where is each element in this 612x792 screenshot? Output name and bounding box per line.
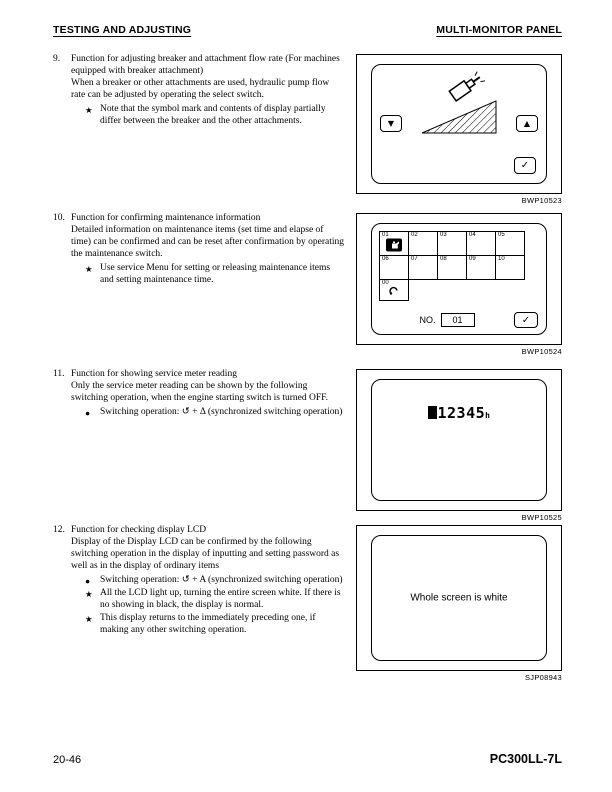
item-title: Function for adjusting breaker and attachment flow rate (For machines equipped with breaker attachment) (71, 54, 340, 76)
lcd-screen (371, 535, 547, 661)
grid-row-3 (379, 280, 525, 301)
star-bullet: ★ (85, 588, 93, 599)
page-number: 20-46 (53, 754, 82, 766)
figure-caption: BWP10525 (521, 513, 562, 522)
hook-icon (387, 283, 401, 301)
cell-number: 05 (498, 232, 505, 238)
dot-bullet: ● (85, 575, 91, 586)
note-text: All the LCD light up, turning the entire screen white. If there is no showing in black, the display is normal. (100, 587, 341, 610)
maintenance-grid (379, 231, 525, 301)
hour-unit: h (485, 411, 491, 420)
cell-number: 10 (498, 256, 505, 262)
no-label: NO. (419, 315, 436, 325)
check-icon: ✓ (521, 314, 531, 326)
star-bullet: ★ (85, 263, 93, 274)
note-text: This display returns to the immediately preceding one, if making any other switching operation. (100, 612, 316, 635)
note (85, 407, 344, 419)
grid-cell-10 (495, 255, 525, 280)
figure-caption: BWP10524 (521, 347, 562, 356)
grid-cell-09 (466, 255, 496, 280)
note-text: Use service Menu for setting or releasing maintenance items and setting maintenance time. (100, 262, 331, 285)
item-notes (71, 407, 344, 419)
lcd-screen (371, 64, 547, 184)
figure-frame (356, 369, 562, 511)
figure-caption: SJP08943 (524, 673, 562, 682)
item-10 (53, 213, 344, 287)
grid-cell-01 (379, 231, 409, 256)
figure-frame (356, 525, 562, 671)
cell-number: 07 (411, 256, 418, 262)
item-10-text (53, 213, 356, 287)
section-item-11 (53, 369, 562, 522)
page-header (53, 24, 562, 36)
item-11-paragraphs (71, 369, 344, 419)
cell-number: 01 (382, 232, 389, 238)
cell-number: 08 (440, 256, 447, 262)
cell-number: 03 (440, 232, 447, 238)
check-icon: ✓ (520, 160, 530, 171)
item-title: Function for showing service meter reading (71, 369, 237, 379)
note-text: Switching operation: ↺ + Δ (synchronized switching operation) (100, 406, 343, 417)
grid-cell-03 (437, 231, 467, 256)
grid-cell-00 (379, 279, 409, 301)
cell-number: 06 (382, 256, 389, 262)
note (85, 588, 344, 612)
section-item-10 (53, 213, 562, 356)
item-9-text (53, 54, 356, 128)
cell-number: 09 (469, 256, 476, 262)
up-arrow-icon: ▲ (523, 119, 531, 128)
white-screen-message: Whole screen is white (410, 592, 508, 604)
page-footer (53, 752, 562, 766)
figure-caption: BWP10523 (521, 196, 562, 205)
cell-number: 00 (382, 280, 389, 286)
lcd-screen (371, 223, 547, 335)
note (85, 263, 344, 287)
item-11 (53, 369, 344, 419)
item-12 (53, 525, 344, 637)
item-number: 12. (53, 525, 65, 535)
item-number: 10. (53, 213, 65, 223)
header-chapter-title: MULTI-MONITOR PANEL (436, 24, 562, 36)
star-bullet: ★ (85, 613, 93, 624)
header-section-title: TESTING AND ADJUSTING (53, 24, 192, 36)
item-body: Only the service meter reading can be shown by the following switching operation, when the engine starting switch is turned OFF. (71, 380, 329, 403)
maintenance-number-row (388, 313, 506, 327)
item-notes (71, 104, 344, 128)
confirm-button (514, 312, 538, 328)
grid-row-1 (379, 231, 525, 256)
item-number: 9. (53, 54, 61, 64)
item-12-paragraphs (71, 525, 344, 637)
item-11-text (53, 369, 356, 419)
item-body: Detailed information on maintenance items (set time and elapse of time) can be confirmed and can be reset after confirmation by operating the maintenance switch. (71, 224, 345, 259)
item-number: 11. (53, 369, 65, 379)
item-title: Function for confirming maintenance information (71, 213, 261, 223)
page-content (53, 54, 562, 682)
grid-row-2 (379, 256, 525, 280)
item-12-text (53, 525, 356, 637)
cell-number: 02 (411, 232, 418, 238)
no-value-box: 01 (441, 313, 475, 327)
cell-number: 04 (469, 232, 476, 238)
grid-cell-04 (466, 231, 496, 256)
down-arrow-icon: ▼ (387, 119, 395, 128)
item-notes (71, 263, 344, 287)
cursor-block-icon (428, 406, 437, 419)
grid-cell-02 (408, 231, 438, 256)
figure-10 (356, 213, 562, 356)
grid-cell-08 (437, 255, 467, 280)
grid-cell-05 (495, 231, 525, 256)
figure-frame (356, 54, 562, 194)
item-10-paragraphs (71, 213, 344, 287)
grid-cell-07 (408, 255, 438, 280)
figure-11 (356, 369, 562, 522)
section-item-12 (53, 525, 562, 682)
confirm-button (514, 157, 536, 174)
star-bullet: ★ (85, 104, 93, 115)
section-item-9 (53, 54, 562, 205)
item-9-paragraphs (71, 54, 344, 128)
figure-frame (356, 213, 562, 345)
meter-digits: 12345 (437, 404, 486, 422)
dot-bullet: ● (85, 407, 91, 418)
model-number: PC300LL-7L (489, 752, 562, 766)
item-title: Function for checking display LCD (71, 525, 207, 535)
item-notes (71, 575, 344, 637)
note-text: Note that the symbol mark and contents of display partially differ between the breaker and the other attachments. (100, 103, 326, 126)
note (85, 613, 344, 637)
flow-up-button (516, 115, 538, 132)
service-meter-reading (372, 404, 546, 422)
grid-cell-06 (379, 255, 409, 280)
item-body: When a breaker or other attachments are used, hydraulic pump flow rate can be adjusted by operating the select switch. (71, 77, 330, 100)
item-body: Display of the Display LCD can be confirmed by the following switching operation in the display of inputting and setting password as well as in the display of ordinary items (71, 536, 340, 571)
note (85, 575, 344, 587)
figure-9 (356, 54, 562, 205)
oil-can-icon (386, 238, 402, 251)
flow-rate-ramp (420, 97, 498, 135)
figure-12 (356, 525, 562, 682)
lcd-screen (371, 379, 547, 501)
flow-down-button (380, 115, 402, 132)
note-text: Switching operation: ↺ + A (synchronized switching operation) (100, 574, 343, 585)
item-9 (53, 54, 344, 128)
note (85, 104, 344, 128)
